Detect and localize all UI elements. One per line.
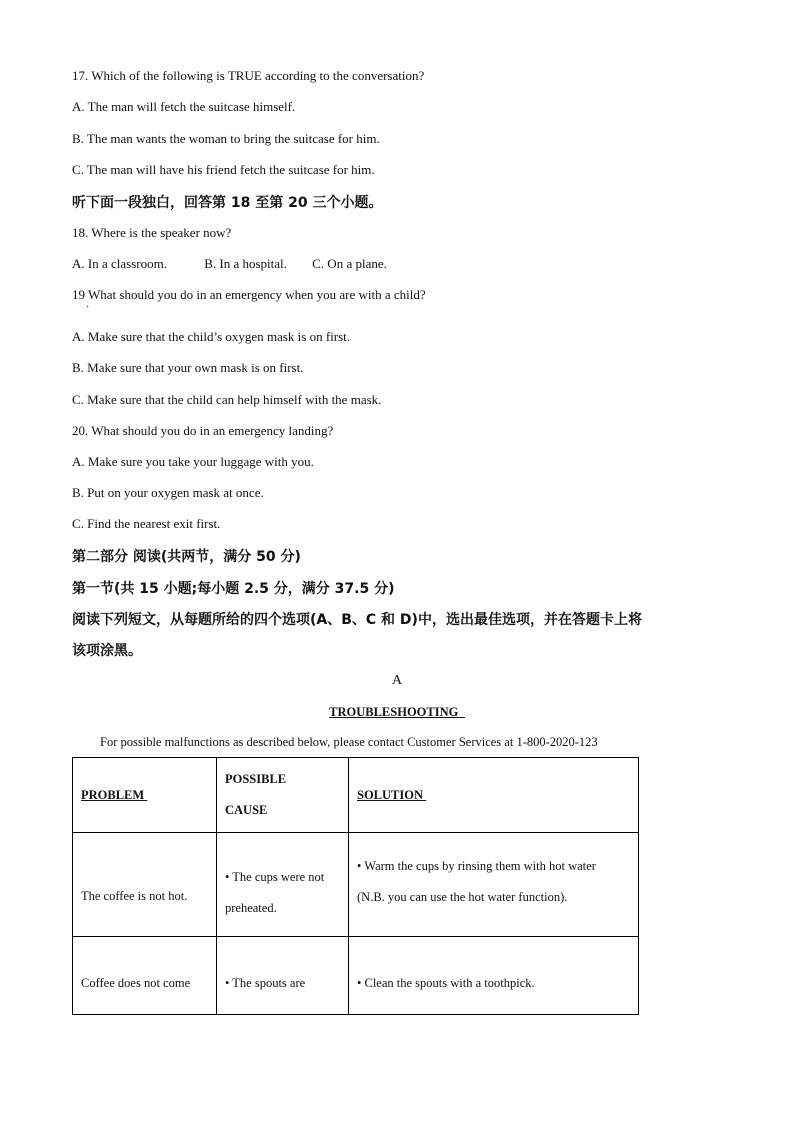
header-problem-label: PROBLEM	[81, 787, 145, 802]
header-problem	[73, 758, 217, 833]
table-row	[73, 833, 639, 937]
table-row	[73, 937, 639, 1015]
table-header-row	[73, 758, 639, 833]
q18-question: 18. Where is the speaker now?	[72, 225, 232, 240]
troubleshooting-table	[72, 757, 639, 1015]
q18-option-c: C. On a plane.	[312, 256, 387, 271]
q20-question: 20. What should you do in an emergency landing?	[72, 423, 334, 438]
passage-letter: A	[391, 673, 403, 688]
header-solution	[349, 758, 639, 833]
q17-question: 17. Which of the following is TRUE according to the conversation?	[72, 68, 425, 83]
row1-cause-line1: • The cups were not	[225, 869, 325, 884]
reading-instruction-line1: 阅读下列短文，从每题所给的四个选项(A、B、C 和 D)中，选出最佳选项，并在答题卡上将	[72, 612, 642, 628]
q18-options	[72, 256, 421, 272]
passage-intro: For possible malfunctions as described below, please contact Customer Services at 1-800-2020-123	[100, 735, 598, 749]
header-solution-label: SOLUTION	[357, 787, 423, 802]
q19-mark: ·	[86, 302, 90, 313]
q20-option-b: B. Put on your oxygen mask at once.	[72, 485, 264, 500]
part2-title: 第二部分 阅读(共两节，满分 50 分)	[72, 549, 301, 565]
section1-title: 第一节(共 15 小题;每小题 2.5 分，满分 37.5 分)	[72, 581, 395, 597]
row2-cause: • The spouts are	[217, 937, 349, 1015]
section-instruction-18-20: 听下面一段独白，回答第 18 至第 20 三个小题。	[72, 195, 383, 211]
q18-option-b: B. In a hospital.	[204, 256, 287, 271]
row1-problem: The coffee is not hot.	[73, 833, 217, 937]
reading-instruction-line2: 该项涂黑。	[72, 643, 142, 659]
passage-title	[0, 704, 794, 720]
q19-option-b: B. Make sure that your own mask is on first.	[72, 360, 304, 375]
row1-solution-line2: (N.B. you can use the hot water function).	[357, 889, 568, 904]
row2-problem: Coffee does not come	[73, 937, 217, 1015]
passage-title-text: TROUBLESHOOTING	[329, 705, 459, 719]
q19-question: 19 What should you do in an emergency when you are with a child?	[72, 287, 426, 302]
q17-option-b: B. The man wants the woman to bring the suitcase for him.	[72, 131, 380, 146]
q20-option-a: A. Make sure you take your luggage with you.	[72, 454, 314, 469]
row2-solution: • Clean the spouts with a toothpick.	[349, 937, 639, 1015]
q17-option-a: A. The man will fetch the suitcase himself.	[72, 99, 296, 114]
header-cause-line2: CAUSE	[225, 803, 268, 817]
row1-solution	[349, 833, 639, 937]
row1-cause	[217, 833, 349, 937]
q19-option-c: C. Make sure that the child can help himself with the mask.	[72, 392, 382, 407]
q19-option-a: A. Make sure that the child’s oxygen mask is on first.	[72, 329, 351, 344]
row1-solution-line1: • Warm the cups by rinsing them with hot water	[357, 858, 596, 873]
q20-option-c: C. Find the nearest exit first.	[72, 516, 221, 531]
header-cause	[217, 758, 349, 833]
row1-cause-line2: preheated.	[225, 900, 277, 915]
header-cause-line1: POSSIBLE	[225, 772, 287, 786]
q18-option-a: A. In a classroom.	[72, 256, 167, 271]
q17-option-c: C. The man will have his friend fetch the suitcase for him.	[72, 162, 375, 177]
